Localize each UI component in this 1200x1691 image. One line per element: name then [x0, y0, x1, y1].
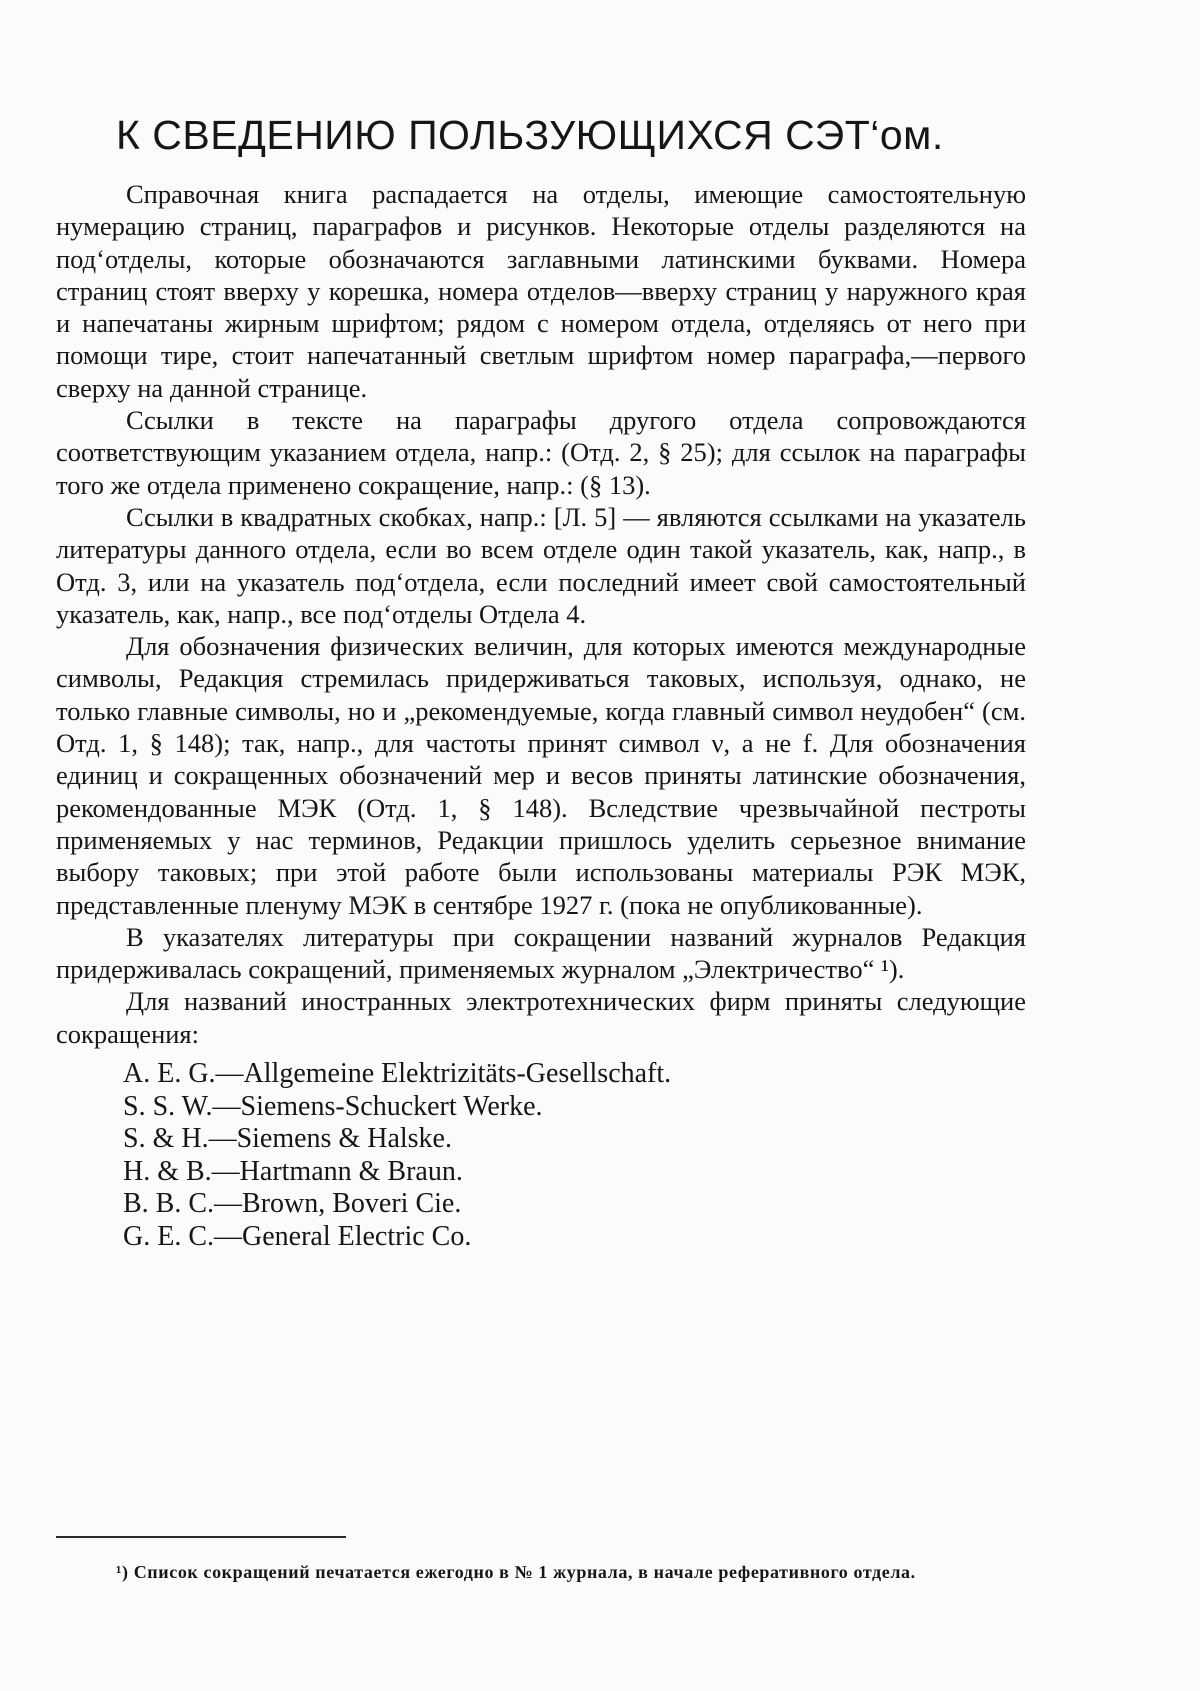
paragraph-firm-abbreviations: Для названий иностранных электротехнических фирм приняты следующие сокращения:	[56, 986, 1026, 1049]
list-item: B. B. C.—Brown, Boveri Cie.	[123, 1188, 462, 1220]
paragraph-journal-abbreviations: В указателях литературы при сокращении названий журналов Редакция придерживалась сокращений, применяемых журналом „Электричество“ ¹).	[56, 921, 1026, 985]
list-item: A. E. G.—Allgemeine Elektrizitäts-Gesellschaft.	[123, 1058, 672, 1090]
list-item: S. S. W.—Siemens-Schuckert Werke.	[123, 1090, 543, 1122]
paragraph-literature-references: Ссылки в квадратных скобках, напр.: [Л. 5] — являются ссылками на указатель литературы данного отдела, если во всем отделе один такой указатель, как, напр., в Отд. 3, или на указатель под‘отдела, если последний имеет свой самостоятельный указатель, как, напр., все под‘отделы Отдела 4.	[56, 501, 1026, 629]
paragraph-cross-references: Ссылки в тексте на параграфы другого отдела сопровождаются соответствующим указанием отдела, напр.: (Отд. 2, § 25); для ссылок на параграфы того же отдела применено сокращение, напр.: (§ 13).	[56, 405, 1026, 500]
footnote-divider	[56, 1536, 346, 1538]
paragraph-symbols: Для обозначения физических величин, для которых имеются международные символы, Редакция стремилась придерживаться таковых, используя, однако, не только главные символы, но и „рекомендуемые, когда главный символ неудобен“ (см. Отд. 1, § 148); так, напр., для частоты принят символ ν, а не f. Для обозначения единиц и сокращенных обозначений мер и весов приняты латинские обозначения, рекомендованные МЭК (Отд. 1, § 148). Вследствие чрезвычайной пестроты применяемых у нас терминов, Редакции пришлось уделить серьезное внимание выбору таковых; при этой работе были использованы материалы РЭК МЭК, представленные пленуму МЭК в сентябре 1927 г. (пока не опубликованные).	[56, 631, 1026, 920]
footnote: ¹) Список сокращений печатается ежегодно в № 1 журнала, в начале реферативного отдела.	[116, 1562, 916, 1582]
paragraph-structure: Справочная книга распадается на отделы, имеющие самостоятельную нумерацию страниц, параграфов и рисунков. Некоторые отделы разделяются на под‘отделы, которые обозначаются заглавными латинскими буквами. Номера страниц стоят вверху у корешка, номера отделов—вверху страниц у наружного края и напечатаны жирным шрифтом; рядом с номером отдела, отделяясь от него при помощи тире, стоит напечатанный светлым шрифтом номер параграфа,—первого сверху на данной странице.	[56, 179, 1026, 403]
list-item: G. E. C.—General Electric Co.	[123, 1220, 472, 1252]
firm-abbreviation-list	[56, 1058, 1026, 1254]
document-body	[56, 178, 1026, 1254]
list-item: H. & B.—Hartmann & Braun.	[123, 1155, 463, 1187]
page-title: К СВЕДЕНИЮ ПОЛЬЗУЮЩИХСЯ СЭТ‘ом.	[116, 112, 944, 158]
list-item: S. & H.—Siemens & Halske.	[123, 1123, 452, 1155]
